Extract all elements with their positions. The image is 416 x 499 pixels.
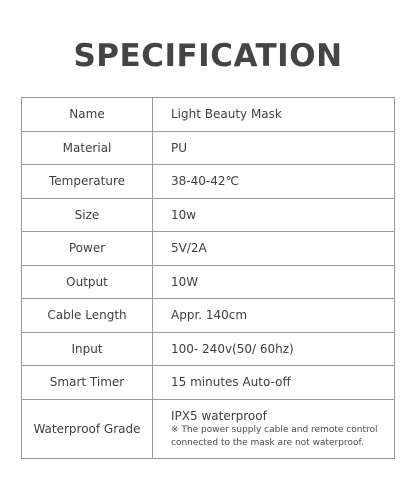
spec-key: Power	[22, 232, 153, 266]
table-row-input	[22, 332, 395, 366]
specification-table	[21, 97, 395, 459]
table-row-material	[22, 131, 395, 165]
spec-value-cell	[153, 399, 395, 458]
spec-key: Size	[22, 198, 153, 232]
table-row-waterproof-grade	[22, 399, 395, 458]
spec-note: ※ The power supply cable and remote control connected to the mask are not waterproof.	[171, 424, 378, 448]
spec-value: Light Beauty Mask	[153, 98, 395, 132]
spec-key: Smart Timer	[22, 366, 153, 400]
table-row-output	[22, 265, 395, 299]
table-row-name	[22, 98, 395, 132]
spec-value: 100- 240v(50/ 60hz)	[153, 332, 395, 366]
spec-value: 38-40-42℃	[153, 165, 395, 199]
spec-key: Waterproof Grade	[22, 399, 153, 458]
table-row-power	[22, 232, 395, 266]
spec-value: Appr. 140cm	[153, 299, 395, 333]
spec-value: 15 minutes Auto-off	[153, 366, 395, 400]
spec-value: 10W	[153, 265, 395, 299]
spec-key: Name	[22, 98, 153, 132]
spec-key: Temperature	[22, 165, 153, 199]
spec-key: Material	[22, 131, 153, 165]
spec-value: IPX5 waterproof	[171, 408, 267, 423]
page-title: SPECIFICATION	[73, 38, 343, 74]
spec-value: 10w	[153, 198, 395, 232]
spec-key: Output	[22, 265, 153, 299]
spec-value: 5V/2A	[153, 232, 395, 266]
table-row-smart-timer	[22, 366, 395, 400]
spec-key: Input	[22, 332, 153, 366]
table-row-size	[22, 198, 395, 232]
table-row-cable-length	[22, 299, 395, 333]
table-row-temperature	[22, 165, 395, 199]
spec-key: Cable Length	[22, 299, 153, 333]
spec-value: PU	[153, 131, 395, 165]
